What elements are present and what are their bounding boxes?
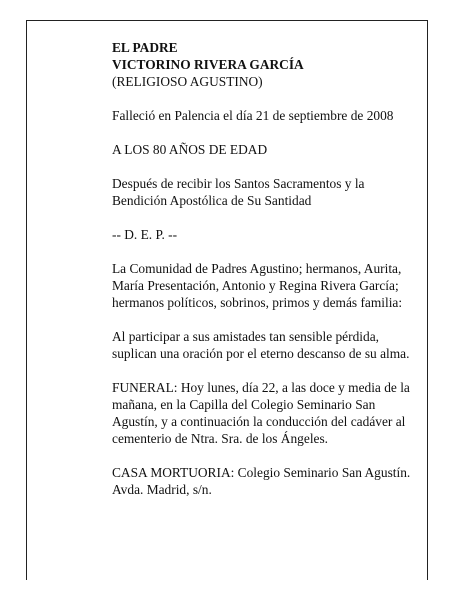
mortuary-line: CASA MORTUORIA: Colegio Seminario San Agustín. — [112, 465, 411, 480]
request-block — [112, 328, 428, 362]
age-text: A LOS 80 AÑOS DE EDAD — [112, 142, 268, 157]
mortuary-line: Avda. Madrid, s/n. — [112, 482, 212, 497]
age-block — [112, 141, 428, 158]
obituary-text — [112, 39, 428, 515]
funeral-line: mañana, en la Capilla del Colegio Seminario San — [112, 397, 376, 412]
death-notice-text: Falleció en Palencia el día 21 de septiembre de 2008 — [112, 108, 394, 123]
family-line: hermanos políticos, sobrinos, primos y demás familia: — [112, 295, 403, 310]
mortuary-block — [112, 464, 428, 498]
funeral-line: cementerio de Ntra. Sra. de los Ángeles. — [112, 431, 329, 446]
family-line: La Comunidad de Padres Agustino; hermanos, Aurita, — [112, 261, 402, 276]
header-title: EL PADRE — [112, 40, 178, 55]
death-notice — [112, 107, 428, 124]
funeral-line: Agustín, y a continuación la conducción del cadáver al — [112, 414, 406, 429]
sacraments-line: Después de recibir los Santos Sacramentos y la — [112, 176, 365, 191]
rip-text: -- D. E. P. -- — [112, 227, 178, 242]
rip-block — [112, 226, 428, 243]
funeral-block — [112, 379, 428, 447]
family-line: María Presentación, Antonio y Regina Rivera García; — [112, 278, 399, 293]
request-line: suplican una oración por el eterno descanso de su alma. — [112, 346, 410, 361]
sacraments-line: Bendición Apostólica de Su Santidad — [112, 193, 312, 208]
religious-order: (RELIGIOSO AGUSTINO) — [112, 74, 263, 89]
request-line: Al participar a sus amistades tan sensible pérdida, — [112, 329, 379, 344]
header-block — [112, 39, 428, 90]
funeral-line: FUNERAL: Hoy lunes, día 22, a las doce y media de la — [112, 380, 410, 395]
deceased-name: VICTORINO RIVERA GARCÍA — [112, 57, 304, 72]
family-block — [112, 260, 428, 311]
sacraments-block — [112, 175, 428, 209]
